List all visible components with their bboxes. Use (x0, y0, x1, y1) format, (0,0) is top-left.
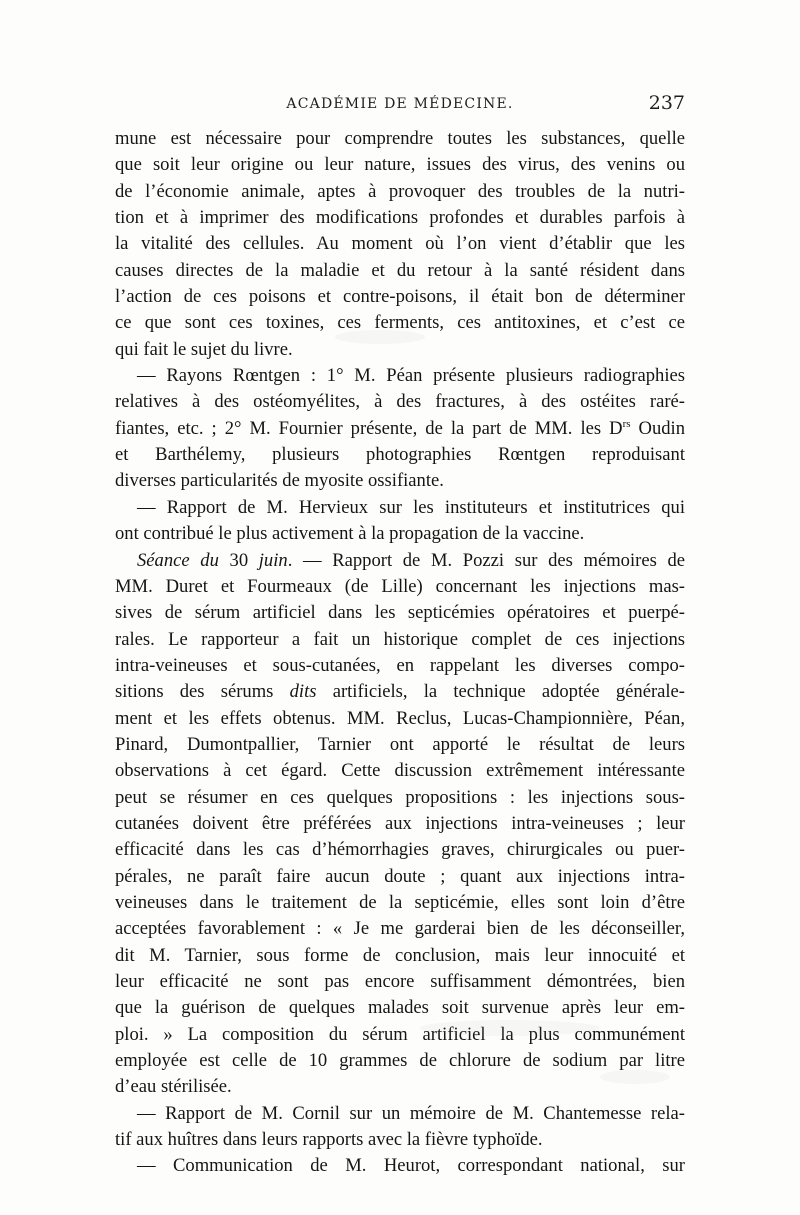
text-line: leur efficacité ne sont pas encore suffisamment démontrées, bien (115, 971, 685, 992)
text-line: relatives à des ostéomyélites, à des fractures, à des ostéites raré- (115, 391, 685, 413)
text-line: dit M. Tarnier, sous forme de conclusion, mais leur innocuité et (115, 944, 685, 966)
text-fragment: Oudin (630, 417, 686, 439)
text-line: de l’économie animale, aptes à provoquer des troubles de la nutri- (115, 180, 685, 202)
text-line: pérales, ne paraît faire aucun doute ; quant aux injections intra- (115, 865, 685, 887)
text-line: tif aux huîtres dans leurs rapports avec la fièvre typhoïde. (115, 1129, 543, 1151)
running-head: ACADÉMIE DE MÉDECINE. (286, 96, 514, 112)
text-line (115, 679, 685, 705)
seance-label: Séance du (137, 549, 219, 571)
text-line: — Rapport de M. Cornil sur un mémoire de M. Chantemesse rela- (137, 1102, 685, 1124)
text-line: d’eau stérilisée. (115, 1076, 232, 1098)
text-line: sives de sérum artificiel dans les septicémies opératoires et puerpé- (115, 602, 685, 624)
paper-blemish (420, 1020, 600, 1036)
text-line: — Rapport de M. Hervieux sur les instituteurs et institutrices qui (137, 496, 685, 518)
text-line: efficacité dans les cas d’hémorrhagies graves, chirurgicales ou puer- (115, 839, 685, 861)
seance-date-month: juin (258, 549, 288, 571)
text-line: et Barthélemy, plusieurs photographies Rœntgen reproduisant (115, 444, 685, 466)
text-fragment: fiantes, etc. ; 2° M. Fournier présente, de la part de MM. les D (115, 417, 623, 439)
text-line: que la guérison de quelques malades soit survenue après leur em- (115, 997, 685, 1019)
superscript-drs: rs (622, 417, 631, 430)
text-line: diverses particularités de myosite ossifiante. (115, 470, 444, 492)
text-line: rales. Le rapporteur a fait un historique complet de ces injections (115, 628, 685, 650)
text-fragment: sitions des sérums (115, 681, 274, 703)
text-line: peut se résumer en ces quelques propositions : les injections sous- (115, 786, 685, 808)
text-line: la vitalité des cellules. Au moment où l’on vient d’établir que les (115, 233, 685, 255)
seance-date-number: 30 (218, 549, 259, 571)
text-line: acceptées favorablement : « Je me garderai bien de les déconseiller, (115, 918, 685, 940)
text-line: ont contribué le plus activement à la propagation de la vaccine. (115, 523, 585, 545)
body-text (115, 126, 685, 1180)
text-fragment: artificiels, la technique adoptée générale- (316, 681, 685, 703)
text-line: — Communication de M. Heurot, correspondant national, sur (137, 1155, 685, 1177)
text-line: observations à cet égard. Cette discussion extrêmement intéressante (115, 760, 685, 782)
text-line: intra-veineuses et sous-cutanées, en rappelant les diverses compo- (115, 654, 685, 676)
text-line: cutanées doivent être préférées aux injections intra-veineuses ; leur (115, 812, 685, 834)
text-line: ce que sont ces toxines, ces ferments, ces antitoxines, et c’est ce (115, 312, 685, 334)
text-line: tion et à imprimer des modifications profondes et durables parfois à (115, 207, 685, 229)
text-line: ment et les effets obtenus. MM. Reclus, Lucas-Championnière, Péan, (115, 707, 685, 729)
text-line: employée est celle de 10 grammes de chlorure de sodium par litre (115, 1050, 685, 1072)
page-number: 237 (648, 92, 685, 114)
text-line: veineuses dans le traitement de la septicémie, elles sont loin d’être (115, 891, 685, 913)
text-line: MM. Duret et Fourmeaux (de Lille) concernant les injections mas- (115, 575, 685, 597)
text-line: ploi. » La composition du sérum artificiel la plus communément (115, 1023, 685, 1045)
text-line: mune est nécessaire pour comprendre toutes les substances, quelle (115, 128, 685, 149)
paper-blemish (335, 330, 425, 344)
dits-word: dits (289, 681, 317, 703)
text-line: que soit leur origine ou leur nature, issues des virus, des venins ou (115, 154, 685, 176)
text-fragment: . — Rapport de M. Pozzi sur des mémoires de (287, 549, 686, 571)
text-line: — Rayons Rœntgen : 1° M. Péan présente plusieurs radiographies (137, 365, 685, 387)
text-line (115, 548, 685, 574)
text-line: Pinard, Dumontpallier, Tarnier ont apporté le résultat de leurs (115, 733, 685, 755)
text-line: qui fait le sujet du livre. (115, 338, 293, 360)
text-line: l’action de ces poisons et contre-poisons, il était bon de déterminer (115, 286, 685, 308)
text-line: causes directes de la maladie et du retour à la santé résident dans (115, 259, 685, 281)
page-header (115, 90, 685, 120)
paper-blemish (600, 1070, 670, 1084)
text-line (115, 416, 685, 442)
